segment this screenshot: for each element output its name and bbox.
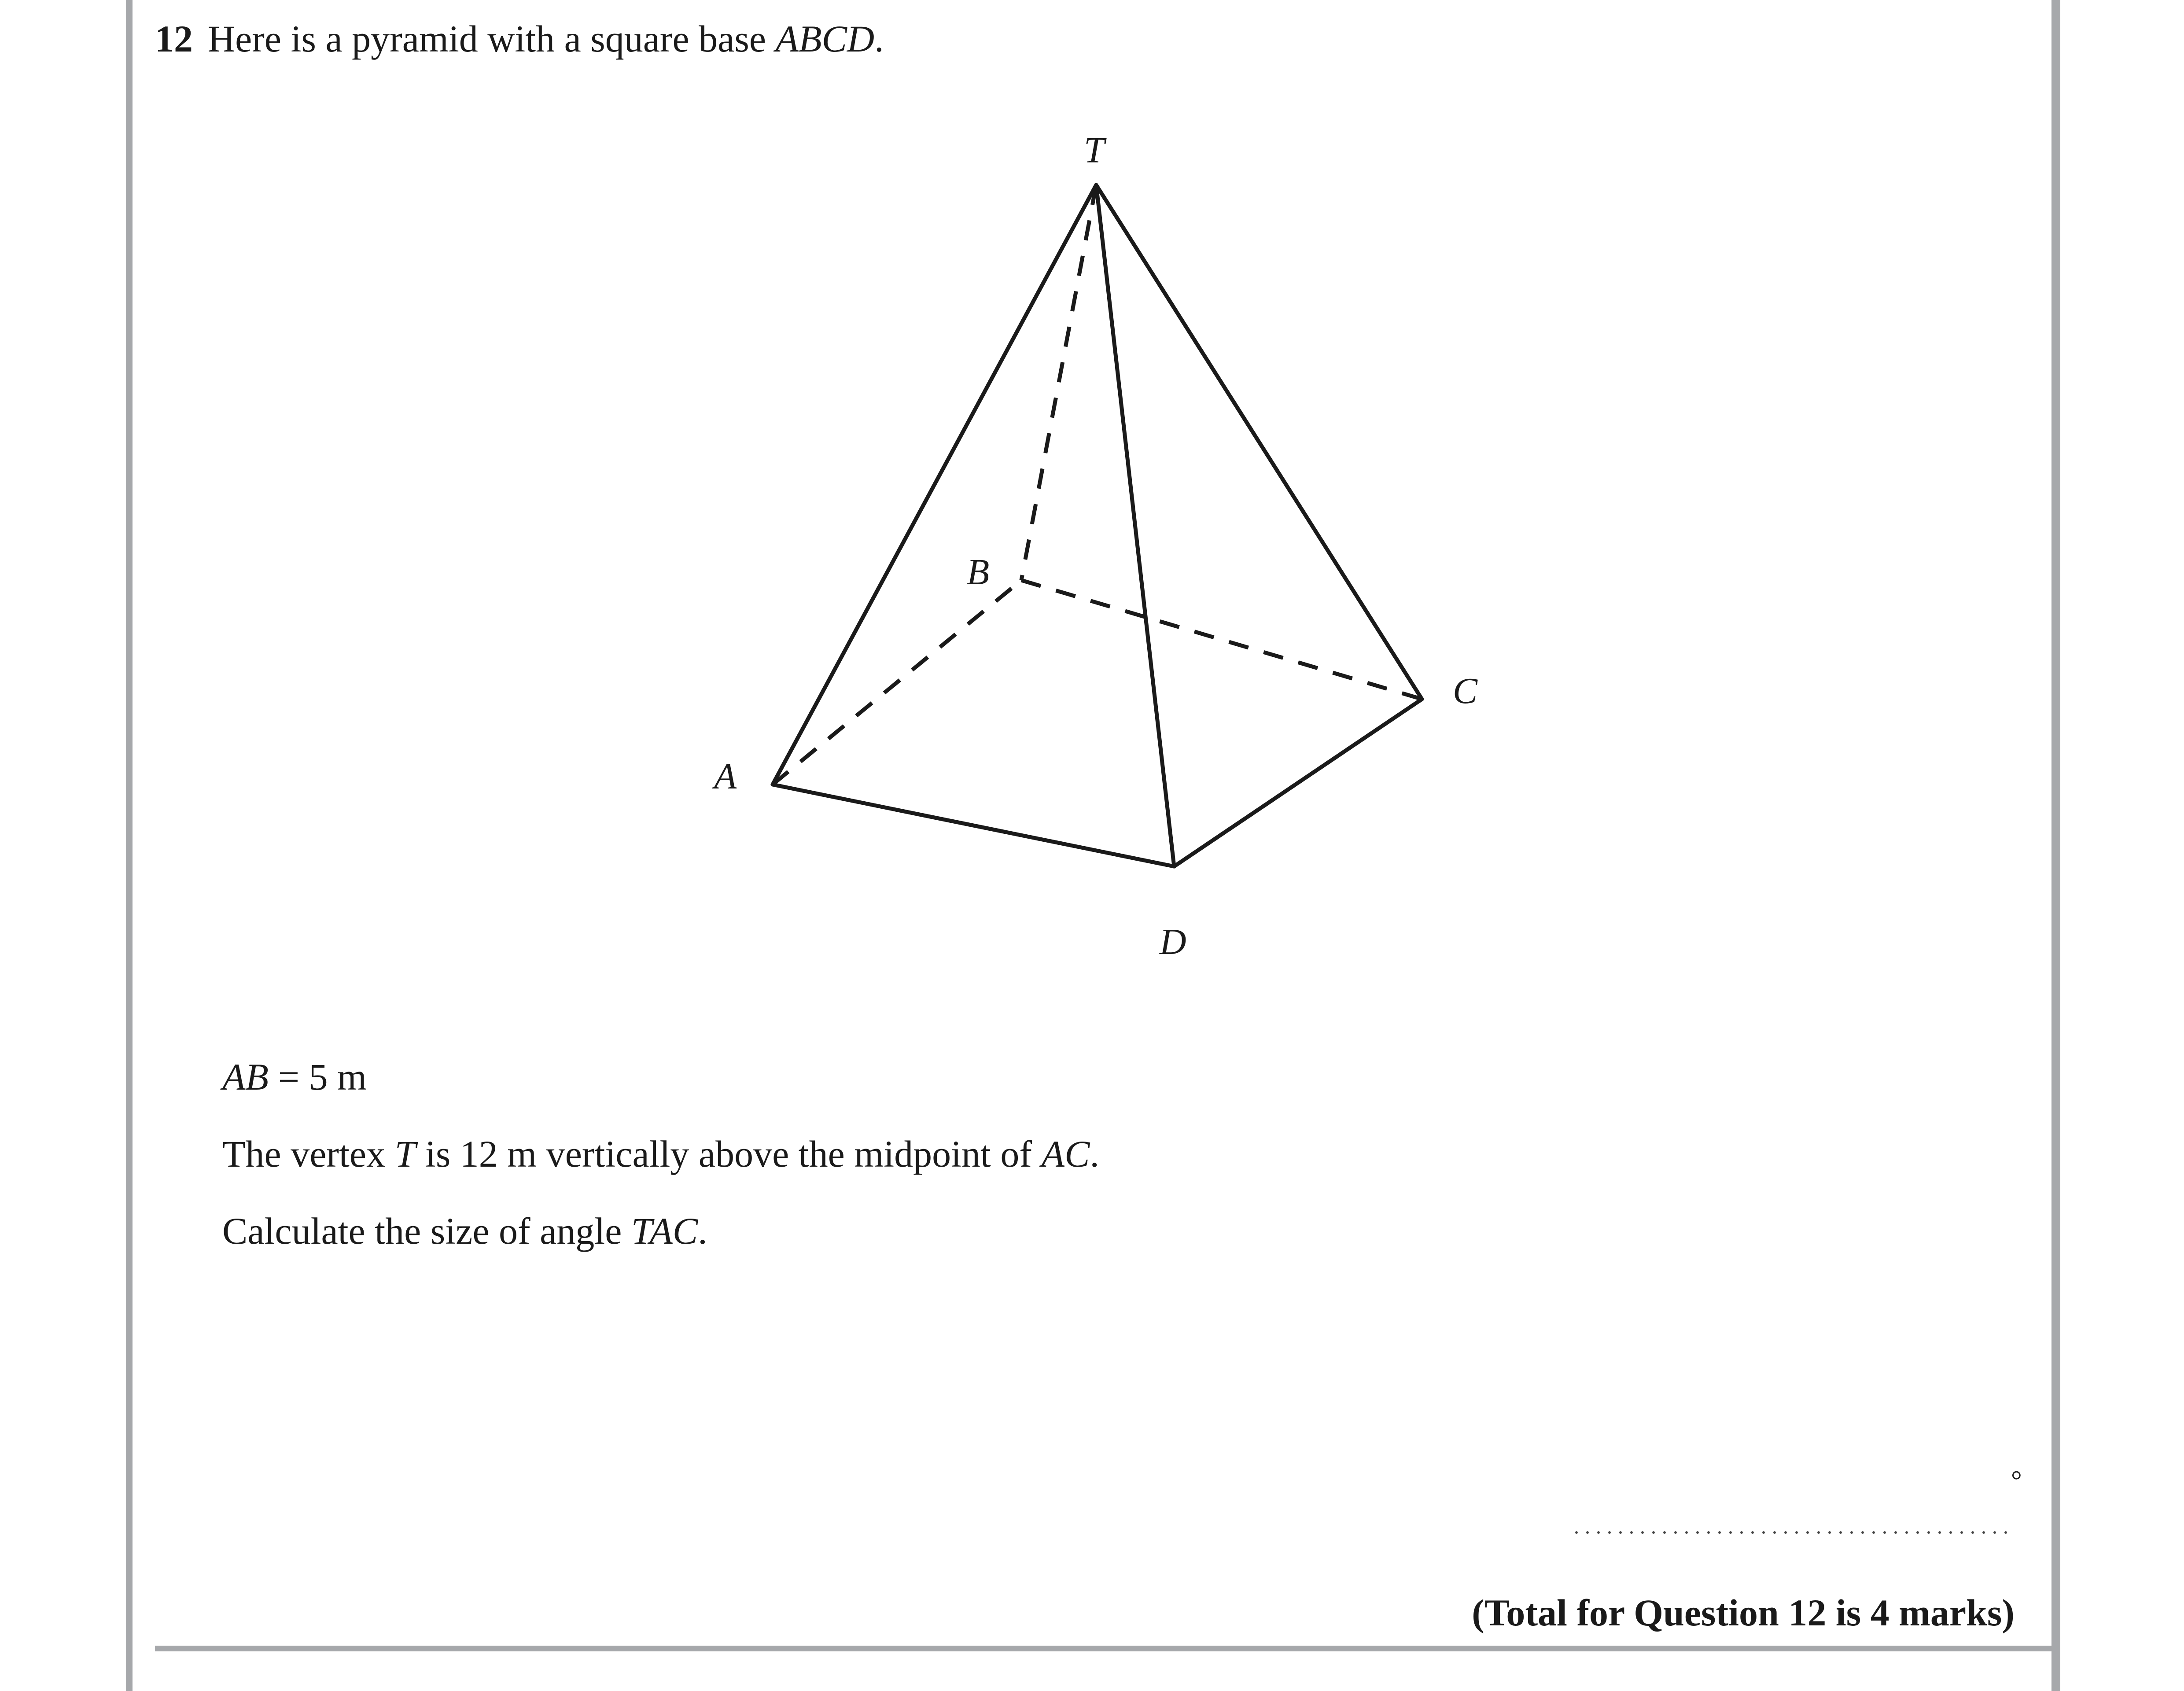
pyramid-hidden-edges	[773, 185, 1422, 785]
vertex-label-b: B	[967, 552, 990, 593]
vertex-label-a: A	[714, 756, 737, 797]
pyramid-edge-BC	[1021, 580, 1422, 699]
question-stem	[208, 17, 884, 61]
given-vertex-height-seg-2: is 12	[416, 1133, 498, 1175]
given-vertex-height-seg-1: T	[394, 1133, 416, 1175]
pyramid-edge-TC	[1096, 185, 1422, 699]
given-vertex-height-seg-4: AC	[1041, 1133, 1090, 1175]
instruction-calculate-seg-0: Calculate the size of angle	[222, 1210, 631, 1252]
pyramid-edge-DC	[1174, 699, 1422, 866]
vertex-label-t: T	[1084, 130, 1105, 171]
given-vertex-height	[222, 1131, 1099, 1177]
given-ab-seg-1: = 5	[269, 1056, 328, 1098]
pyramid-edge-AB	[773, 580, 1021, 785]
question-stem-vertex-labels: ABCD	[775, 18, 875, 60]
given-vertex-height-seg-5: .	[1090, 1133, 1099, 1175]
footer-divider-rule	[155, 1646, 2052, 1651]
given-vertex-height-seg-3: m vertically above the midpoint of	[497, 1133, 1042, 1175]
given-ab-seg-0: AB	[222, 1056, 269, 1098]
question-number: 12	[155, 18, 193, 60]
right-margin-rule	[2051, 0, 2060, 1691]
given-ab-seg-2: m	[328, 1056, 367, 1098]
pyramid-edge-TB	[1021, 185, 1096, 580]
vertex-label-d: D	[1160, 921, 1186, 962]
pyramid-edge-AD	[773, 785, 1174, 866]
degree-unit-symbol: °	[2011, 1466, 2022, 1496]
instruction-calculate	[222, 1208, 707, 1254]
left-margin-rule	[126, 0, 133, 1691]
pyramid-edge-TD	[1096, 185, 1174, 866]
answer-dotted-line[interactable]	[1575, 1531, 2009, 1543]
given-ab	[222, 1054, 367, 1100]
question-header	[155, 17, 884, 61]
given-vertex-height-seg-0: The vertex	[222, 1133, 395, 1175]
instruction-calculate-seg-1: TAC	[631, 1210, 698, 1252]
vertex-label-c: C	[1453, 671, 1478, 711]
question-stem-text-after: .	[874, 18, 884, 60]
instruction-calculate-seg-2: .	[698, 1210, 707, 1252]
question-stem-text-before: Here is a pyramid with a square base	[208, 18, 776, 60]
total-marks-label: (Total for Question 12 is 4 marks)	[1472, 1592, 2015, 1634]
pyramid-edge-TA	[773, 185, 1096, 785]
pyramid-visible-edges	[773, 185, 1422, 866]
